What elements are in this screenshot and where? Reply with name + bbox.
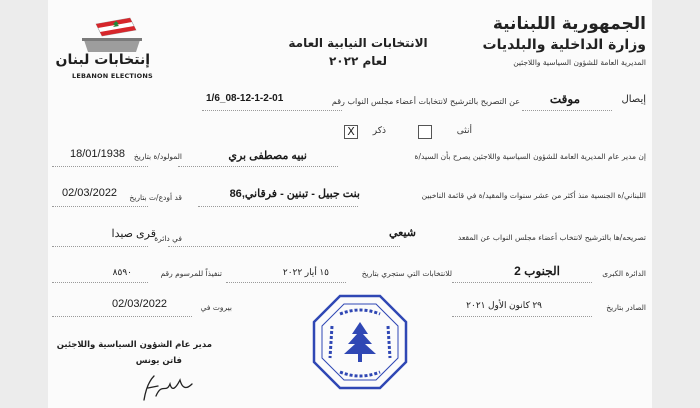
seat-value: شيعي: [388, 227, 416, 239]
receipt-type-value: موقت: [549, 92, 580, 106]
declaration-text: تصريحه/ها بالترشيح لانتخاب أعضاء مجلس النواب عن المقعد: [457, 233, 646, 242]
issued-value: ٢٩ كانون الأول ٢٠٢١: [466, 300, 542, 310]
filed-line: [52, 206, 148, 207]
beirut-line: [52, 316, 192, 317]
district-value: الجنوب 2: [514, 264, 560, 278]
female-checkbox[interactable]: [418, 125, 432, 139]
official-stamp: [310, 292, 410, 392]
filed-label: قد أودع/ت بتاريخ: [129, 193, 182, 202]
decree-label: تنفيذاً للمرسوم رقم: [160, 269, 222, 278]
ministry-title: وزارة الداخلية والبلديات: [482, 37, 646, 53]
circle-line: [52, 246, 148, 247]
election-year: لعام ٢٠٢٢: [328, 54, 388, 68]
dob-line: [52, 166, 148, 167]
receipt-subject: عن التصريح بالترشيح لانتخابات أعضاء مجلس النواب رقم: [331, 97, 520, 106]
elections-date-value: ١٥ أيار ٢٠٢٢: [282, 267, 329, 277]
dob-label: المولود/ة بتاريخ: [133, 152, 182, 161]
signature-name: فاتن يونس: [135, 356, 182, 366]
filed-value: 02/03/2022: [62, 187, 118, 199]
district-line: [452, 282, 592, 283]
ballot-box-icon: [66, 14, 156, 54]
decree-value: ٨٥٩٠: [112, 267, 132, 277]
register-line: [198, 206, 358, 207]
district-label: الدائرة الكبرى: [602, 269, 646, 278]
directorate-title: المديرية العامة للشؤون السياسية واللاجئين: [513, 58, 646, 67]
receipt-number-line: [202, 110, 342, 111]
intro-text: إن مدير عام المديرية العامة للشؤون السياسية واللاجئين يصرح بأن السيد/ة: [414, 152, 646, 161]
circle-value: قرى صيدا: [111, 228, 156, 240]
signature-title: مدير عام الشؤون السياسية واللاجئين: [56, 340, 212, 350]
issued-label: الصادر بتاريخ: [606, 303, 646, 312]
nationality-text: اللبناني/ة الجنسية منذ أكثر من عشر سنوات والمقيد/ة في قائمة الناخبين: [421, 191, 646, 200]
dob-value: 18/01/1938: [70, 148, 126, 160]
male-label: ذكر: [372, 126, 386, 136]
cedar-icon: [344, 322, 376, 362]
receipt-type-line: [522, 110, 612, 111]
logo-arabic-text: إنتخابات لبنان: [55, 52, 150, 68]
elections-date-line: [226, 282, 346, 283]
republic-title: الجمهورية اللبنانية: [492, 14, 646, 34]
circle-label: في دائرة: [154, 234, 182, 243]
decree-line: [52, 282, 148, 283]
document-page: [48, 0, 652, 408]
male-check-mark: X: [347, 125, 355, 138]
handwritten-signature: [136, 366, 196, 406]
name-value: نبيه مصطفى بري: [228, 150, 307, 162]
register-value: بنت جبيل - تبنين - فرقاني,86: [229, 188, 360, 200]
elections-date-label: للانتخابات التي ستجري بتاريخ: [361, 269, 452, 278]
seat-line: [168, 246, 400, 247]
name-line: [178, 166, 338, 167]
issued-line: [452, 316, 592, 317]
logo-english-text: LEBANON ELECTIONS: [72, 72, 153, 80]
receipt-label: إيصال: [621, 94, 646, 105]
receipt-number-value: 1/6_08-12-1-2-01: [206, 93, 284, 104]
beirut-label: بيروت في: [200, 303, 232, 312]
beirut-value: 02/03/2022: [112, 298, 168, 310]
female-label: أنثى: [456, 126, 472, 136]
election-title: الانتخابات النيابية العامة: [288, 36, 428, 50]
elections-logo: [55, 14, 156, 84]
